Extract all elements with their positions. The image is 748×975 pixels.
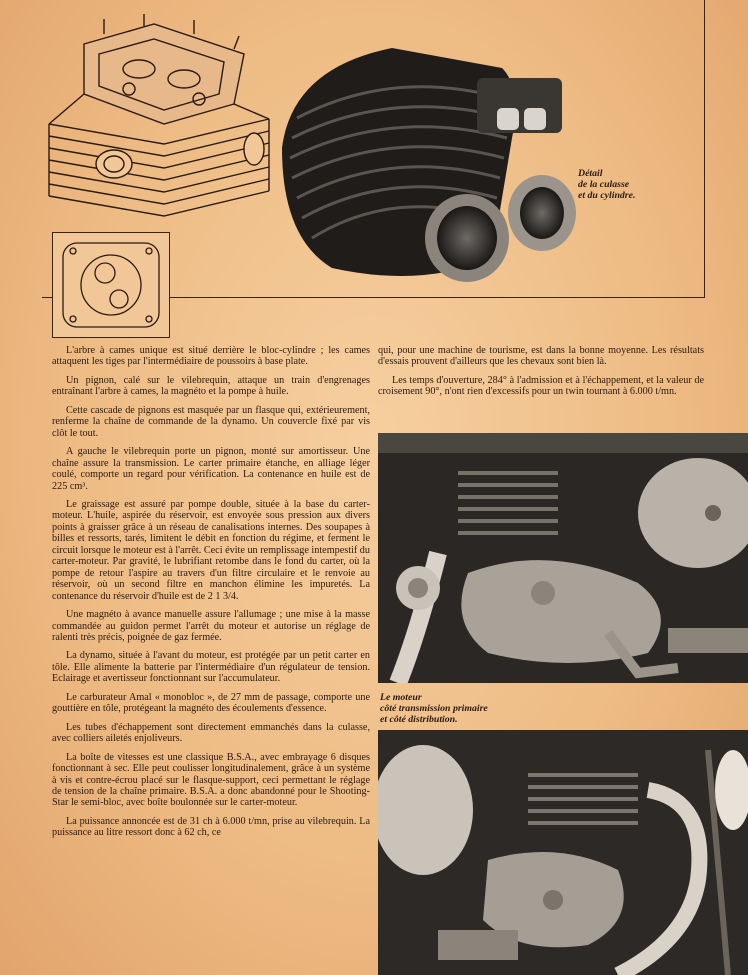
cam-cover-detail-drawing — [52, 232, 170, 338]
engine-timing-side-photo — [378, 730, 748, 975]
paragraph: L'arbre à cames unique est situé derrière le bloc-cylindre ; les cames attaquent les tiges par l'intermédiaire de poussoirs à base plate. — [52, 345, 370, 368]
engine-caption: Le moteur côté transmission primaire et côté distribution. — [380, 692, 488, 725]
paragraph: La boîte de vitesses est une classique B.S.A., avec embrayage 6 disques fonctionnant à sec. Elle peut coulisser longitudinalement, grâce à un système à vis et contre-écrou placé sur le flasque-support, ceci permettant le réglage de tension de la chaîne primaire. B.S.A. a donc abandonné pour le Shooting-Star le semi-bloc, avec boîte boulonnée sur le carter-moteur. — [52, 751, 370, 809]
engine-primary-side-photo — [378, 433, 748, 683]
paragraph: Cette cascade de pignons est masquée par un flasque qui, extérieurement, renferme la chaîne de commande de la dynamo. Un couvercle fixé par vis clôt le tout. — [52, 404, 370, 439]
paragraph: Le carburateur Amal « monobloc », de 27 mm de passage, comporte une gouttière en tôle, protégeant la magnéto des écoulements d'essence. — [52, 691, 370, 715]
paragraph: qui, pour une machine de tourisme, est dans la bonne moyenne. Les résultats d'essais prouvent d'ailleurs que les chevaux sont bien là. — [378, 345, 704, 368]
paragraph: Les temps d'ouverture, 284° à l'admission et à l'échappement, et la valeur de croisement 90°, n'ont rien d'excessifs pour un twin tournant à 6.000 t/mn. — [378, 374, 704, 398]
paragraph: Une magnéto à avance manuelle assure l'allumage ; une mise à la masse commandée au guidon permet l'arrêt du moteur et autorise un réglage de ralenti très précis, poignée de gaz fermée. — [52, 609, 370, 643]
paragraph: La puissance annoncée est de 31 ch à 6.000 t/mn, prise au vilebrequin. La puissance au litre ressort donc à 62 ch, ce — [52, 815, 370, 839]
cylinder-caption: Détail de la culasse et du cylindre. — [578, 168, 636, 201]
cylinder-head-drawing — [44, 14, 274, 236]
cylinder-photo — [272, 28, 592, 290]
paragraph: Le graissage est assuré par pompe double, située à la base du carter-moteur. L'huile, aspirée du réservoir, est envoyée sous pression aux divers points à graisser grâce à un réseau de canalisations internes. Des soupapes à billes et ressorts, tarés, limitent le débit en fonction du régime, et ferment le circuit lorsque le moteur est à l'arrêt. Ceci évite un remplissage intempestif du carter-moteur. Par gravité, le lubrifiant retombe dans le fond du carter, où la pompe de retour l'aspire au travers d'un filtre circulaire et le renvoie au réservoir, où un second filtre en manchon élimine les impuretés. La contenance du réservoir d'huile est de 2 1 3/4. — [52, 498, 370, 602]
paragraph: Un pignon, calé sur le vilebrequin, attaque un train d'engrenages entraînant l'arbre à cames, la magnéto et la pompe à huile. — [52, 374, 370, 398]
right-text-column — [378, 345, 704, 405]
paragraph: Les tubes d'échappement sont directement emmanchés dans la culasse, avec colliers ailetés enjoliveurs. — [52, 721, 370, 745]
paragraph: La dynamo, située à l'avant du moteur, est protégée par un petit carter en tôle. Elle alimente la batterie par l'intermédiaire d'un régulateur de tension. Eclairage et avertisseur fonctionnant sur l'accumulateur. — [52, 650, 370, 685]
paragraph: A gauche le vilebrequin porte un pignon, monté sur amortisseur. Une chaîne assure la transmission. Le carter primaire étanche, en alliage léger coulé, comporte un regard pour vérification. La contenance en huile est de 225 cm³. — [52, 446, 370, 492]
left-text-column — [52, 345, 370, 846]
